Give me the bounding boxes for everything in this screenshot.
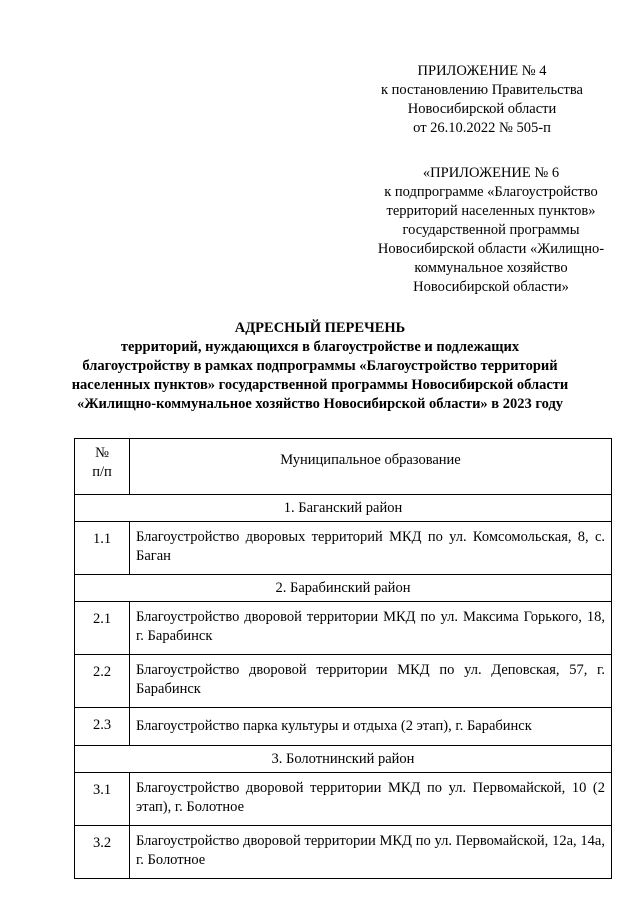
- table-row: [75, 522, 612, 575]
- row-description: Благоустройство парка культуры и отдыха (2 этап), г. Барабинск: [130, 708, 612, 746]
- table-header-row: [75, 439, 612, 495]
- appendix-4-line: Новосибирской области: [407, 101, 557, 117]
- title-line: АДРЕСНЫЙ ПЕРЕЧЕНЬ: [234, 320, 406, 336]
- district-row: [75, 746, 612, 773]
- address-list-table: [74, 438, 612, 879]
- district-label: 2. Барабинский район: [75, 575, 612, 602]
- district-row: [75, 495, 612, 522]
- table-row: [75, 773, 612, 826]
- row-description: Благоустройство дворовой территории МКД по ул. Максима Горького, 18, г. Барабинск: [130, 602, 612, 655]
- row-description: Благоустройство дворовой территории МКД по ул. Первомайской, 10 (2 этап), г. Болотное: [130, 773, 612, 826]
- row-number: 3.1: [75, 773, 130, 826]
- column-header-municipality: Муниципальное образование: [130, 439, 612, 495]
- header-number-sign: №: [95, 445, 109, 461]
- row-number: 2.3: [75, 708, 130, 746]
- title-line: населенных пунктов» государственной программы Новосибирской области: [71, 377, 569, 393]
- district-label: 3. Болотнинский район: [75, 746, 612, 773]
- district-label: 1. Баганский район: [75, 495, 612, 522]
- appendix-6-line: территорий населенных пунктов»: [386, 203, 596, 219]
- document-title: [62, 319, 578, 414]
- appendix-6-line: государственной программы: [402, 222, 580, 238]
- title-line: благоустройству в рамках подпрограммы «Благоустройство территорий: [82, 358, 558, 374]
- appendix-4-line: ПРИЛОЖЕНИЕ № 4: [417, 63, 547, 79]
- appendix-6-header: [360, 164, 622, 297]
- table-row: [75, 708, 612, 746]
- appendix-4-header: [362, 62, 602, 138]
- appendix-6-line: к подпрограмме «Благоустройство: [384, 184, 598, 200]
- appendix-4-line: к постановлению Правительства: [381, 82, 583, 98]
- row-number: 1.1: [75, 522, 130, 575]
- district-row: [75, 575, 612, 602]
- table-row: [75, 602, 612, 655]
- table-row: [75, 826, 612, 879]
- appendix-6-line: коммунальное хозяйство: [414, 260, 568, 276]
- appendix-6-line: Новосибирской области»: [413, 279, 569, 295]
- row-description: Благоустройство дворовой территории МКД по ул. Первомайской, 12а, 14а, г. Болотное: [130, 826, 612, 879]
- appendix-6-line: Новосибирской области «Жилищно-: [377, 241, 605, 257]
- row-number: 2.1: [75, 602, 130, 655]
- row-description: Благоустройство дворовых территорий МКД по ул. Комсомольская, 8, с. Баган: [130, 522, 612, 575]
- table-row: [75, 655, 612, 708]
- row-description: Благоустройство дворовой территории МКД по ул. Деповская, 57, г. Барабинск: [130, 655, 612, 708]
- appendix-4-line: от 26.10.2022 № 505-п: [413, 120, 551, 136]
- header-item-order: п/п: [92, 464, 112, 480]
- row-number: 3.2: [75, 826, 130, 879]
- appendix-6-line: «ПРИЛОЖЕНИЕ № 6: [422, 165, 560, 181]
- column-header-number: [75, 439, 130, 495]
- title-line: «Жилищно-коммунальное хозяйство Новосибирской области» в 2023 году: [76, 396, 564, 412]
- row-number: 2.2: [75, 655, 130, 708]
- title-line: территорий, нуждающихся в благоустройстве и подлежащих: [120, 339, 520, 355]
